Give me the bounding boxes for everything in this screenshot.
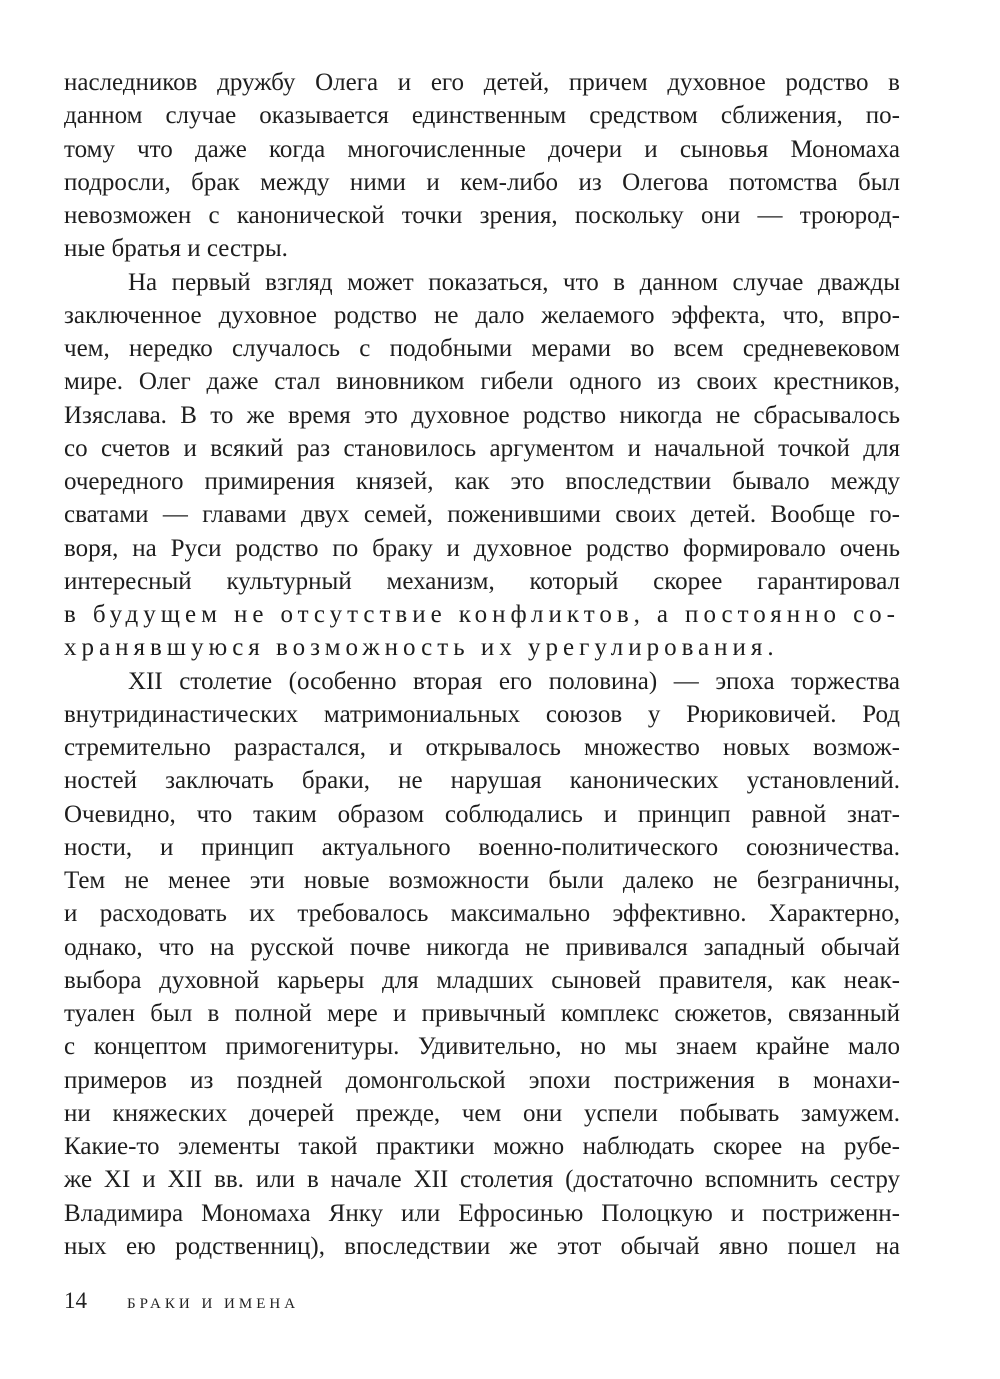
text-line: Очевидно, что таким образом соблюдались и принцип равной знат- xyxy=(64,800,900,828)
text-line: ни княжеских дочерей прежде, чем они успели побывать замужем. xyxy=(64,1099,900,1127)
text-line: сватами — главами двух семей, поженившими своих детей. Вообще го- xyxy=(64,501,900,529)
text-line: ных ею родственниц), впоследствии же этот обычай явно пошел на xyxy=(64,1232,900,1260)
running-head: БРАКИ И ИМЕНА xyxy=(127,1296,300,1312)
text-line: тому что даже когда многочисленные дочери и сыновья Мономаха xyxy=(64,135,900,163)
text-line: ности, и принцип актуального военно-политического союзничества. xyxy=(64,833,900,861)
page-number: 14 xyxy=(64,1288,87,1313)
text-line: Владимира Мономаха Янку или Ефросинью Полоцкую и постриженн- xyxy=(64,1199,900,1227)
text-line: На первый взгляд может показаться, что в данном случае дважды xyxy=(128,268,900,296)
text-line: заключенное духовное родство не дало желаемого эффекта, что, впро- xyxy=(64,301,900,329)
text-line: с концептом примогенитуры. Удивительно, но мы знаем крайне мало xyxy=(64,1033,900,1061)
text-line: ные братья и сестры. xyxy=(64,235,288,263)
text-line: примеров из поздней домонгольской эпохи пострижения в монахи- xyxy=(64,1066,900,1094)
paragraph-1 xyxy=(64,66,900,266)
paragraph-3 xyxy=(64,665,900,1264)
text-line: внутридинастических матримониальных союзов у Рюриковичей. Род xyxy=(64,700,900,728)
text-line: очередного примирения князей, как это впоследствии бывало между xyxy=(64,468,900,495)
text-line: данном случае оказывается единственным средством сближения, по- xyxy=(64,102,900,130)
text-line: воря, на Руси родство по браку и духовное родство формировало очень xyxy=(64,534,900,562)
text-line: со счетов и всякий раз становилось аргументом и начальной точкой для xyxy=(64,434,900,462)
text-line: в будущем не отсутствие конфликтов, а постоянно со- xyxy=(64,601,900,628)
text-line: стремительно разрастался, и открывалось множество новых возмож- xyxy=(64,734,900,761)
text-line: Тем не менее эти новые возможности были далеко не безграничны, xyxy=(64,867,900,894)
paragraph-2 xyxy=(64,266,900,665)
text-line: чем, нередко случалось с подобными мерами во всем средневековом xyxy=(64,335,900,362)
text-line: и расходовать их требовалось максимально эффективно. Характерно, xyxy=(64,900,900,928)
text-line: интересный культурный механизм, который скорее гарантировал xyxy=(64,567,900,595)
text-line: ностей заключать браки, не нарушая канонических установлений. xyxy=(64,767,900,795)
text-line: наследников дружбу Олега и его детей, причем духовное родство в xyxy=(64,69,900,96)
page-footer xyxy=(64,1288,299,1318)
text-line: выбора духовной карьеры для младших сыновей правителя, как неак- xyxy=(64,966,900,994)
text-line: же XI и XII вв. или в начале XII столетия (достаточно вспомнить сестру xyxy=(64,1166,900,1194)
text-line: Изяслава. В то же время это духовное родство никогда не сбрасывалось xyxy=(64,401,900,429)
text-line: невозможен с канонической точки зрения, поскольку они — троюрод- xyxy=(64,202,900,229)
body-text xyxy=(64,66,900,1263)
text-line: однако, что на русской почве никогда не прививался западный обычай xyxy=(64,933,900,961)
text-line: мире. Олег даже стал виновником гибели одного из своих крестников, xyxy=(64,368,900,396)
text-line: туален был в полной мере и привычный комплекс сюжетов, связанный xyxy=(64,1000,900,1027)
text-line: Какие-то элементы такой практики можно наблюдать скорее на рубе- xyxy=(64,1133,900,1160)
text-line: XII столетие (особенно вторая его половина) — эпоха торжества xyxy=(128,667,900,695)
text-line: хранявшуюся возможность их урегулирования. xyxy=(64,634,779,662)
text-line: подросли, брак между ними и кем-либо из Олегова потомства был xyxy=(64,168,900,196)
